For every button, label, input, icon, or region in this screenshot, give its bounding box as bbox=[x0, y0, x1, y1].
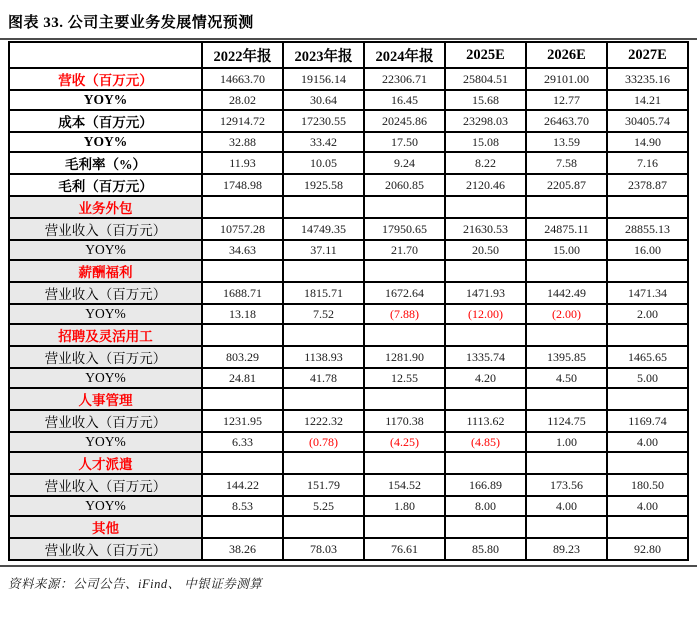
table-row bbox=[9, 282, 688, 304]
data-cell: (7.88) bbox=[364, 304, 445, 324]
data-cell: 34.63 bbox=[202, 240, 283, 260]
data-cell bbox=[283, 196, 364, 218]
data-cell: 6.33 bbox=[202, 432, 283, 452]
data-cell: 28855.13 bbox=[607, 218, 688, 240]
row-label: 营收（百万元） bbox=[9, 68, 202, 90]
data-cell: 8.22 bbox=[445, 152, 526, 174]
data-cell: 1231.95 bbox=[202, 410, 283, 432]
data-cell: 8.53 bbox=[202, 496, 283, 516]
data-cell bbox=[607, 388, 688, 410]
data-cell bbox=[283, 260, 364, 282]
data-cell: 1471.93 bbox=[445, 282, 526, 304]
table-row bbox=[9, 218, 688, 240]
data-cell bbox=[202, 516, 283, 538]
figure-title: 图表 33. 公司主要业务发展情况预测 bbox=[8, 15, 254, 31]
data-cell: 23298.03 bbox=[445, 110, 526, 132]
data-cell: 92.80 bbox=[607, 538, 688, 560]
data-cell: 1465.65 bbox=[607, 346, 688, 368]
row-label: 其他 bbox=[9, 516, 202, 538]
row-label: YOY% bbox=[9, 240, 202, 260]
data-cell bbox=[283, 516, 364, 538]
data-cell: 154.52 bbox=[364, 474, 445, 496]
row-label: 营业收入（百万元） bbox=[9, 346, 202, 368]
data-cell bbox=[364, 324, 445, 346]
data-cell: 25804.51 bbox=[445, 68, 526, 90]
data-cell bbox=[283, 452, 364, 474]
data-cell bbox=[202, 260, 283, 282]
data-cell: 17230.55 bbox=[283, 110, 364, 132]
data-cell: 1138.93 bbox=[283, 346, 364, 368]
data-cell: 14.90 bbox=[607, 132, 688, 152]
table-row bbox=[9, 132, 688, 152]
data-cell: 5.25 bbox=[283, 496, 364, 516]
data-cell bbox=[445, 196, 526, 218]
column-header-cell: 2025E bbox=[445, 42, 526, 68]
row-label: YOY% bbox=[9, 304, 202, 324]
data-cell: 4.50 bbox=[526, 368, 607, 388]
data-cell: 78.03 bbox=[283, 538, 364, 560]
table-row bbox=[9, 174, 688, 196]
row-label: 毛利率（%） bbox=[9, 152, 202, 174]
row-label: YOY% bbox=[9, 132, 202, 152]
table-row bbox=[9, 496, 688, 516]
table-row bbox=[9, 538, 688, 560]
data-cell: 1335.74 bbox=[445, 346, 526, 368]
data-cell: 1281.90 bbox=[364, 346, 445, 368]
data-cell: 14749.35 bbox=[283, 218, 364, 240]
row-label: 薪酬福利 bbox=[9, 260, 202, 282]
top-rule bbox=[0, 38, 697, 40]
data-cell: 803.29 bbox=[202, 346, 283, 368]
row-label: 人事管理 bbox=[9, 388, 202, 410]
table-body bbox=[9, 68, 688, 560]
data-cell: 11.93 bbox=[202, 152, 283, 174]
data-cell: 144.22 bbox=[202, 474, 283, 496]
data-cell: 1170.38 bbox=[364, 410, 445, 432]
table-row bbox=[9, 452, 688, 474]
data-cell: 1.00 bbox=[526, 432, 607, 452]
data-cell bbox=[607, 196, 688, 218]
data-cell: 1688.71 bbox=[202, 282, 283, 304]
row-label: 营业收入（百万元） bbox=[9, 282, 202, 304]
table-row bbox=[9, 196, 688, 218]
data-cell: 4.00 bbox=[607, 432, 688, 452]
data-cell: 16.45 bbox=[364, 90, 445, 110]
data-cell: 15.08 bbox=[445, 132, 526, 152]
data-cell: 15.00 bbox=[526, 240, 607, 260]
table-row bbox=[9, 90, 688, 110]
data-cell: 1169.74 bbox=[607, 410, 688, 432]
source-note: 资料来源：公司公告、iFind、 中银证券测算 bbox=[8, 577, 263, 591]
data-cell: 1442.49 bbox=[526, 282, 607, 304]
data-cell bbox=[364, 196, 445, 218]
data-cell: 37.11 bbox=[283, 240, 364, 260]
data-cell: 12.55 bbox=[364, 368, 445, 388]
data-cell: 1.80 bbox=[364, 496, 445, 516]
row-label: 营业收入（百万元） bbox=[9, 474, 202, 496]
table-row bbox=[9, 474, 688, 496]
data-cell: (4.25) bbox=[364, 432, 445, 452]
data-cell: 10.05 bbox=[283, 152, 364, 174]
data-cell bbox=[364, 516, 445, 538]
table-row bbox=[9, 368, 688, 388]
data-cell: 32.88 bbox=[202, 132, 283, 152]
data-cell bbox=[202, 324, 283, 346]
data-cell: 33.42 bbox=[283, 132, 364, 152]
column-header-cell: 2027E bbox=[607, 42, 688, 68]
data-cell bbox=[445, 452, 526, 474]
data-cell: 28.02 bbox=[202, 90, 283, 110]
data-cell: 89.23 bbox=[526, 538, 607, 560]
column-header-cell: 2023年报 bbox=[283, 42, 364, 68]
data-cell: 2120.46 bbox=[445, 174, 526, 196]
data-cell: 166.89 bbox=[445, 474, 526, 496]
data-cell: 7.58 bbox=[526, 152, 607, 174]
data-cell: 151.79 bbox=[283, 474, 364, 496]
data-cell: 173.56 bbox=[526, 474, 607, 496]
table-row bbox=[9, 516, 688, 538]
data-cell bbox=[526, 260, 607, 282]
table-row bbox=[9, 260, 688, 282]
data-cell bbox=[202, 452, 283, 474]
data-cell: 2.00 bbox=[607, 304, 688, 324]
data-cell bbox=[526, 324, 607, 346]
data-cell: 9.24 bbox=[364, 152, 445, 174]
data-cell: 1113.62 bbox=[445, 410, 526, 432]
data-cell bbox=[526, 452, 607, 474]
column-header-cell: 2026E bbox=[526, 42, 607, 68]
data-cell: 24.81 bbox=[202, 368, 283, 388]
data-cell bbox=[445, 516, 526, 538]
row-label: 招聘及灵活用工 bbox=[9, 324, 202, 346]
data-cell: 2378.87 bbox=[607, 174, 688, 196]
data-cell: 17950.65 bbox=[364, 218, 445, 240]
data-cell bbox=[364, 260, 445, 282]
data-cell: 1471.34 bbox=[607, 282, 688, 304]
row-label: 毛利（百万元） bbox=[9, 174, 202, 196]
row-label: 成本（百万元） bbox=[9, 110, 202, 132]
data-cell: 22306.71 bbox=[364, 68, 445, 90]
table-row bbox=[9, 304, 688, 324]
data-cell bbox=[607, 452, 688, 474]
data-cell: (4.85) bbox=[445, 432, 526, 452]
data-cell: 4.00 bbox=[607, 496, 688, 516]
table-row bbox=[9, 68, 688, 90]
data-cell bbox=[445, 260, 526, 282]
row-label: 营业收入（百万元） bbox=[9, 218, 202, 240]
data-cell: 33235.16 bbox=[607, 68, 688, 90]
data-cell bbox=[283, 324, 364, 346]
data-cell: 15.68 bbox=[445, 90, 526, 110]
row-label: YOY% bbox=[9, 368, 202, 388]
data-cell: 180.50 bbox=[607, 474, 688, 496]
data-cell: 16.00 bbox=[607, 240, 688, 260]
data-cell: 7.16 bbox=[607, 152, 688, 174]
data-cell: 1672.64 bbox=[364, 282, 445, 304]
row-label: 人才派遣 bbox=[9, 452, 202, 474]
table-row bbox=[9, 240, 688, 260]
data-cell: 1395.85 bbox=[526, 346, 607, 368]
data-cell: 21630.53 bbox=[445, 218, 526, 240]
data-cell bbox=[445, 388, 526, 410]
data-cell: 17.50 bbox=[364, 132, 445, 152]
data-cell: 76.61 bbox=[364, 538, 445, 560]
data-cell bbox=[283, 388, 364, 410]
data-cell: 24875.11 bbox=[526, 218, 607, 240]
report-figure-page bbox=[0, 11, 697, 625]
row-label: YOY% bbox=[9, 496, 202, 516]
data-cell: (0.78) bbox=[283, 432, 364, 452]
data-cell: (2.00) bbox=[526, 304, 607, 324]
table-row bbox=[9, 110, 688, 132]
table-row bbox=[9, 410, 688, 432]
data-cell: 38.26 bbox=[202, 538, 283, 560]
data-cell: 4.20 bbox=[445, 368, 526, 388]
data-cell: 21.70 bbox=[364, 240, 445, 260]
table-row bbox=[9, 432, 688, 452]
bottom-rule bbox=[0, 565, 697, 567]
data-cell bbox=[364, 388, 445, 410]
data-cell: 1748.98 bbox=[202, 174, 283, 196]
data-cell: 2060.85 bbox=[364, 174, 445, 196]
data-cell: 14663.70 bbox=[202, 68, 283, 90]
data-cell: 20245.86 bbox=[364, 110, 445, 132]
header-row bbox=[9, 42, 688, 68]
data-cell: 1815.71 bbox=[283, 282, 364, 304]
data-cell bbox=[364, 452, 445, 474]
data-cell: 12.77 bbox=[526, 90, 607, 110]
row-label: 业务外包 bbox=[9, 196, 202, 218]
data-cell: 26463.70 bbox=[526, 110, 607, 132]
data-cell: 5.00 bbox=[607, 368, 688, 388]
data-cell: 19156.14 bbox=[283, 68, 364, 90]
data-cell bbox=[607, 516, 688, 538]
data-cell: 13.18 bbox=[202, 304, 283, 324]
data-cell: (12.00) bbox=[445, 304, 526, 324]
data-cell: 14.21 bbox=[607, 90, 688, 110]
forecast-table bbox=[8, 41, 689, 561]
data-cell bbox=[607, 260, 688, 282]
data-cell: 1222.32 bbox=[283, 410, 364, 432]
table-row bbox=[9, 346, 688, 368]
data-cell: 1124.75 bbox=[526, 410, 607, 432]
row-label: YOY% bbox=[9, 90, 202, 110]
data-cell bbox=[202, 196, 283, 218]
data-cell bbox=[445, 324, 526, 346]
data-cell bbox=[607, 324, 688, 346]
data-cell: 4.00 bbox=[526, 496, 607, 516]
row-label: 营业收入（百万元） bbox=[9, 410, 202, 432]
data-cell: 29101.00 bbox=[526, 68, 607, 90]
data-cell: 30405.74 bbox=[607, 110, 688, 132]
data-cell bbox=[526, 388, 607, 410]
row-label: YOY% bbox=[9, 432, 202, 452]
data-cell: 10757.28 bbox=[202, 218, 283, 240]
data-cell: 20.50 bbox=[445, 240, 526, 260]
table-row bbox=[9, 324, 688, 346]
data-cell: 30.64 bbox=[283, 90, 364, 110]
column-header-cell: 2024年报 bbox=[364, 42, 445, 68]
data-cell: 12914.72 bbox=[202, 110, 283, 132]
row-label: 营业收入（百万元） bbox=[9, 538, 202, 560]
data-cell: 13.59 bbox=[526, 132, 607, 152]
data-cell: 1925.58 bbox=[283, 174, 364, 196]
data-cell: 7.52 bbox=[283, 304, 364, 324]
data-cell bbox=[202, 388, 283, 410]
table-row bbox=[9, 152, 688, 174]
data-cell: 2205.87 bbox=[526, 174, 607, 196]
column-header-cell: 2022年报 bbox=[202, 42, 283, 68]
data-cell: 41.78 bbox=[283, 368, 364, 388]
table-row bbox=[9, 388, 688, 410]
corner-header-cell bbox=[9, 42, 202, 68]
data-cell: 85.80 bbox=[445, 538, 526, 560]
data-cell bbox=[526, 196, 607, 218]
data-cell bbox=[526, 516, 607, 538]
data-cell: 8.00 bbox=[445, 496, 526, 516]
